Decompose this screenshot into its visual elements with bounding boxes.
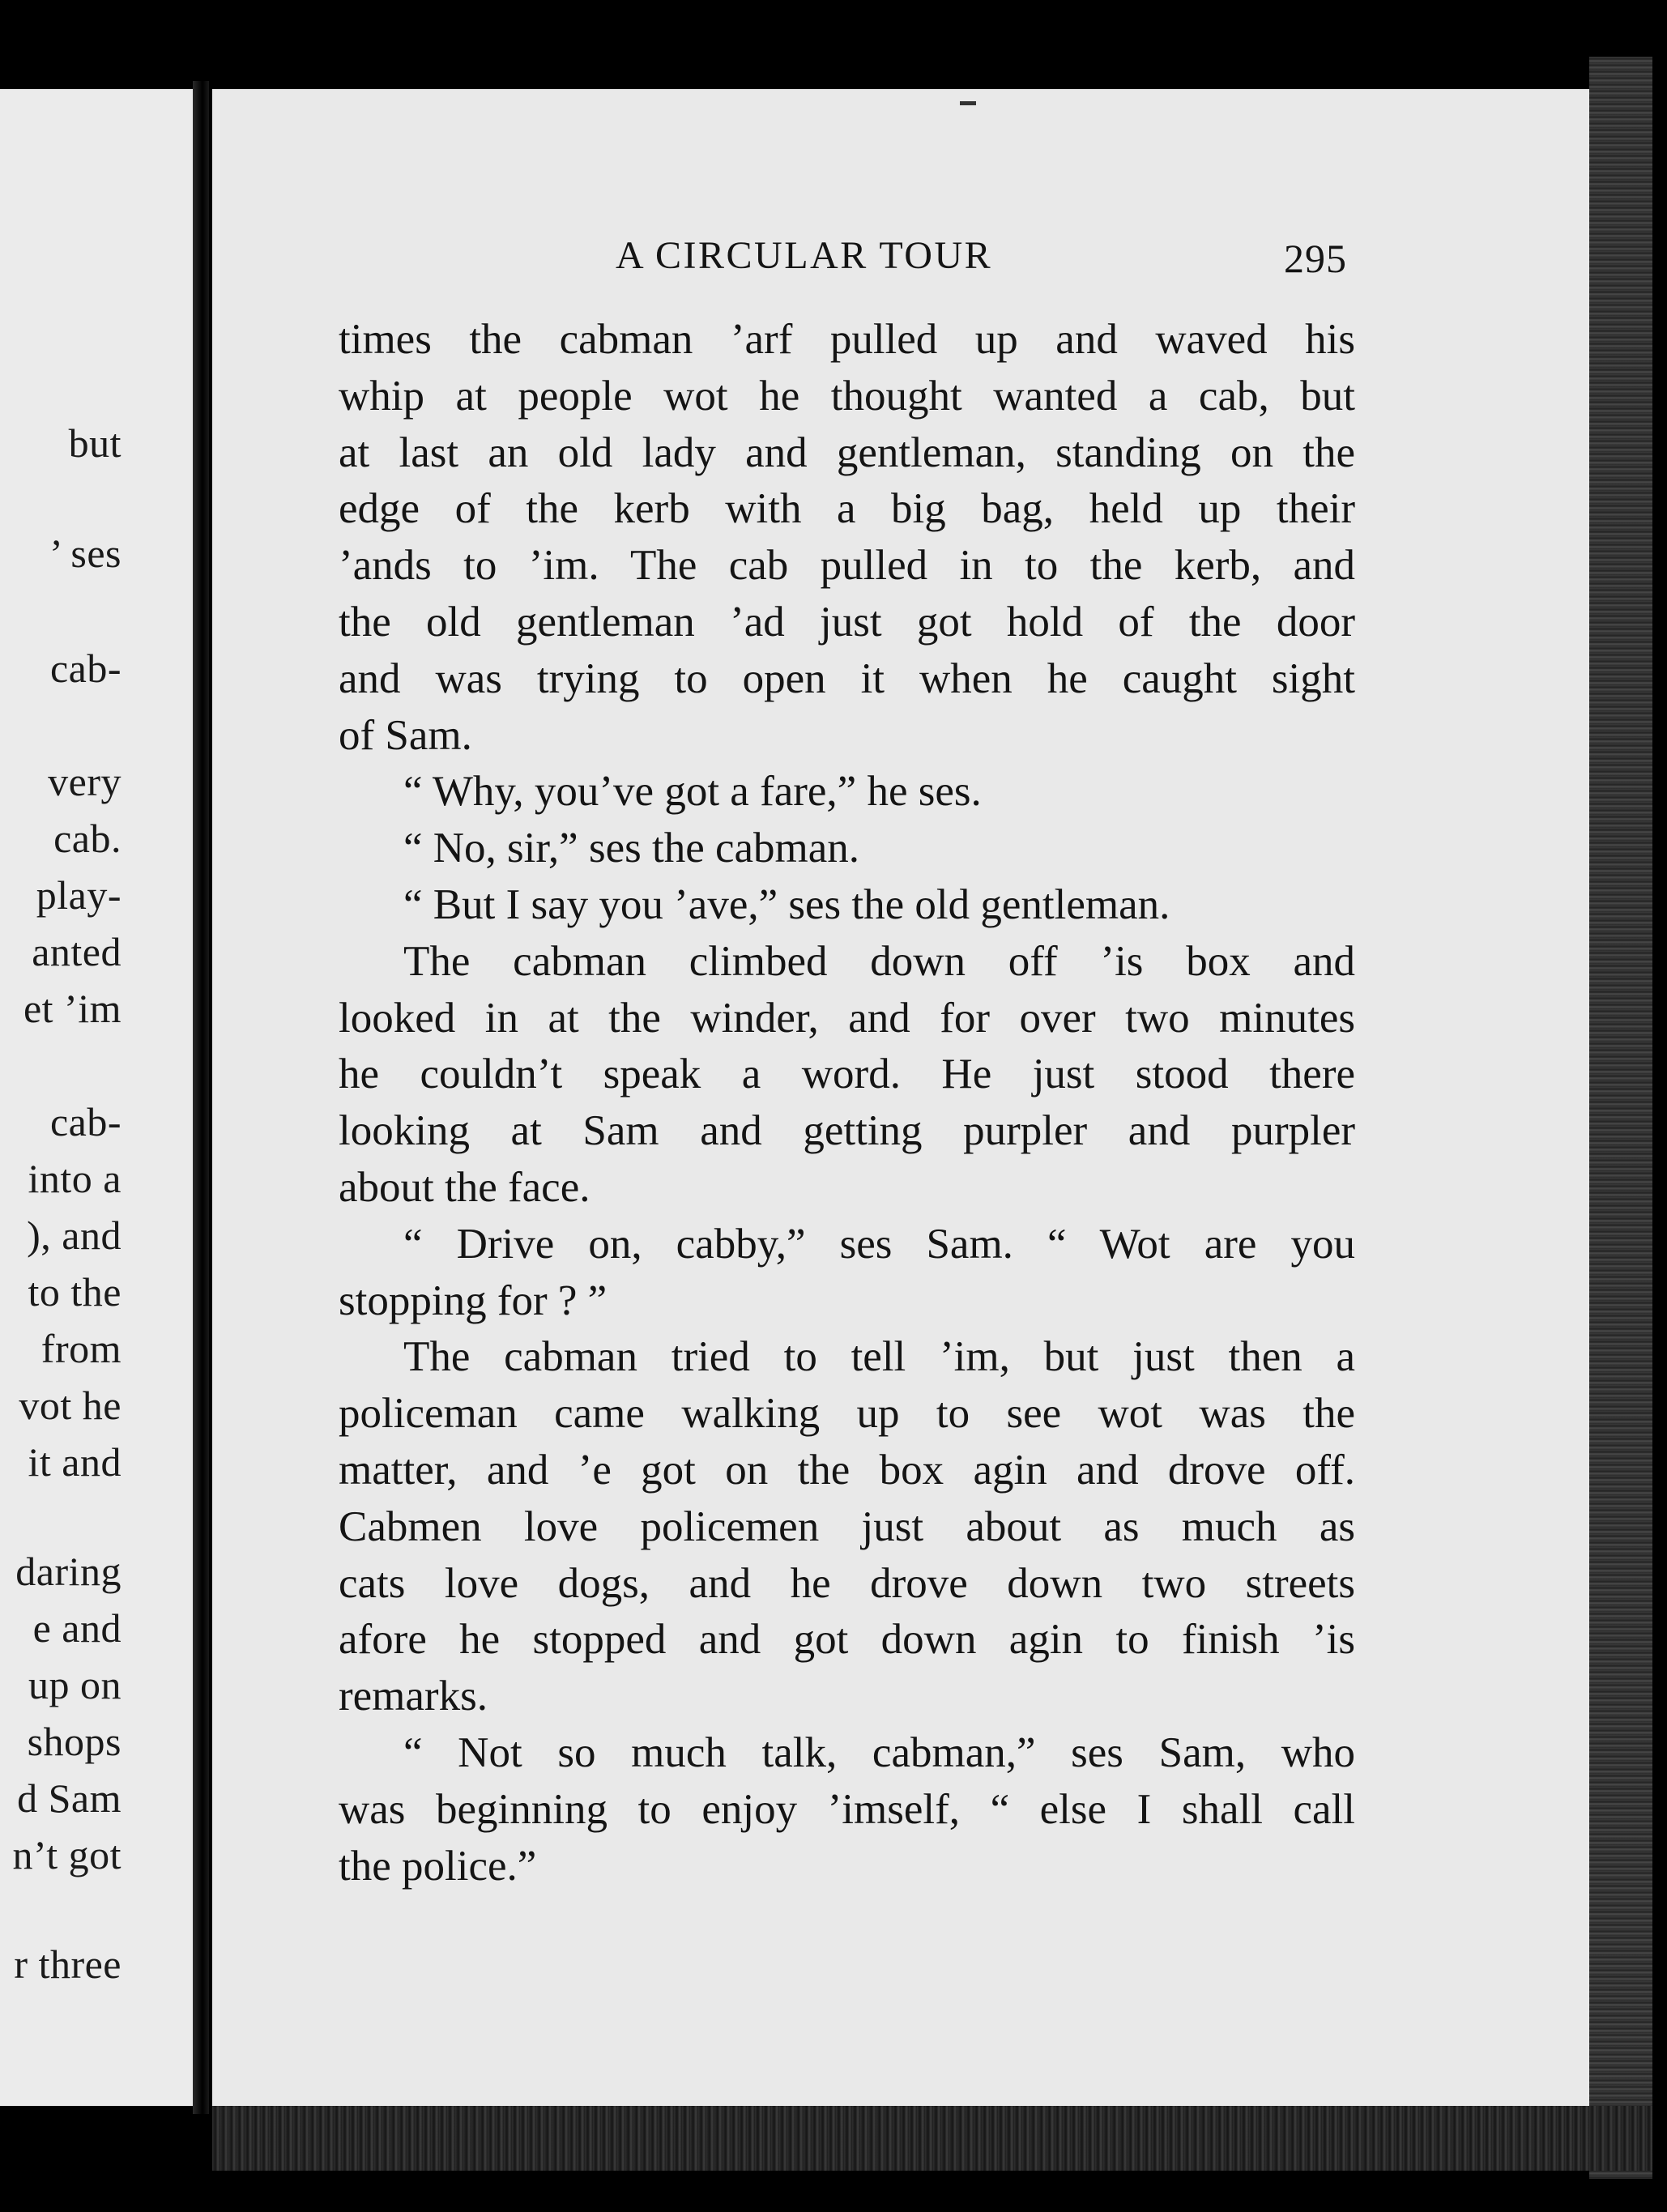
left-page-fragment: into a <box>28 1156 122 1201</box>
text-line: stopping for ? ” <box>339 1276 608 1324</box>
text-line: “ Not so much talk, cabman,” ses Sam, who <box>403 1728 1355 1776</box>
left-page-fragment: ’ ses <box>49 531 122 576</box>
text-line: “ Why, you’ve got a fare,” he ses. <box>403 768 982 816</box>
text-line: remarks. <box>339 1673 488 1720</box>
left-page-fragment: cab. <box>53 816 122 861</box>
print-mark <box>960 101 976 105</box>
left-page-fragment: from <box>41 1326 122 1371</box>
left-page-fragment: to the <box>28 1269 122 1315</box>
text-line: whip at people wot he thought wanted a cab, but <box>339 372 1355 420</box>
left-page-fragment: daring <box>15 1549 122 1594</box>
text-line: edge of the kerb with a big bag, held up their <box>339 485 1355 533</box>
book-bottom-edge <box>212 2106 1652 2171</box>
left-page-fragment: it and <box>28 1439 122 1485</box>
left-page-fragment: very <box>48 759 122 804</box>
text-line: and was trying to open it when he caught sight <box>339 654 1355 702</box>
left-page-fragment: but <box>68 420 122 466</box>
left-page-fragment: anted <box>32 929 122 974</box>
text-line: “ No, sir,” ses the cabman. <box>403 825 860 872</box>
book-cover-edge <box>1589 57 1652 2179</box>
text-line: looked in at the winder, and for over two minutes <box>339 994 1355 1042</box>
left-page-fragment: play- <box>36 872 122 918</box>
text-line: he couldn’t speak a word. He just stood there <box>339 1051 1355 1098</box>
left-page-fragment: up on <box>28 1662 122 1707</box>
left-page-fragment: ), and <box>27 1213 122 1258</box>
text-line: cats love dogs, and he drove down two streets <box>339 1559 1355 1607</box>
text-line: at last an old lady and gentleman, standing on the <box>339 428 1355 476</box>
text-line: “ Drive on, cabby,” ses Sam. “ Wot are you <box>403 1220 1355 1268</box>
text-line: matter, and ’e got on the box agin and drove off. <box>339 1446 1355 1494</box>
text-line: The cabman tried to tell ’im, but just then a <box>403 1333 1355 1381</box>
left-page <box>0 89 193 2106</box>
left-page-fragment: et ’im <box>23 986 122 1031</box>
left-page-fragment: cab- <box>49 646 122 691</box>
left-page-fragment: d Sam <box>17 1775 122 1821</box>
left-page-fragment: e and <box>32 1605 122 1651</box>
text-line: ’ands to ’im. The cab pulled in to the kerb, and <box>339 542 1355 590</box>
text-line: times the cabman ’arf pulled up and waved his <box>339 316 1355 363</box>
text-line: of Sam. <box>339 711 472 759</box>
book-gutter <box>193 81 209 2114</box>
text-line: looking at Sam and getting purpler and purpler <box>339 1107 1355 1155</box>
text-line: about the face. <box>339 1163 590 1211</box>
text-line: The cabman climbed down off ’is box and <box>403 937 1355 985</box>
text-line: afore he stopped and got down agin to finish ’is <box>339 1616 1355 1664</box>
text-line: was beginning to enjoy ’imself, “ else I shall call <box>339 1785 1355 1833</box>
left-page-fragment: vot he <box>19 1383 122 1428</box>
body-text <box>339 312 1355 1894</box>
running-head: A CIRCULAR TOUR <box>616 234 993 277</box>
left-page-fragment: shops <box>27 1719 122 1764</box>
left-page-fragment: cab- <box>49 1099 122 1144</box>
text-line: policeman came walking up to see wot was the <box>339 1390 1355 1438</box>
text-line: “ But I say you ’ave,” ses the old gentleman. <box>403 880 1170 928</box>
left-page-fragment: r three <box>14 1941 122 1987</box>
text-line: the old gentleman ’ad just got hold of the door <box>339 598 1355 646</box>
text-line: the police.” <box>339 1842 537 1890</box>
text-line: Cabmen love policemen just about as much as <box>339 1502 1355 1550</box>
page-number: 295 <box>1284 236 1347 281</box>
left-page-fragment: n’t got <box>12 1832 122 1877</box>
